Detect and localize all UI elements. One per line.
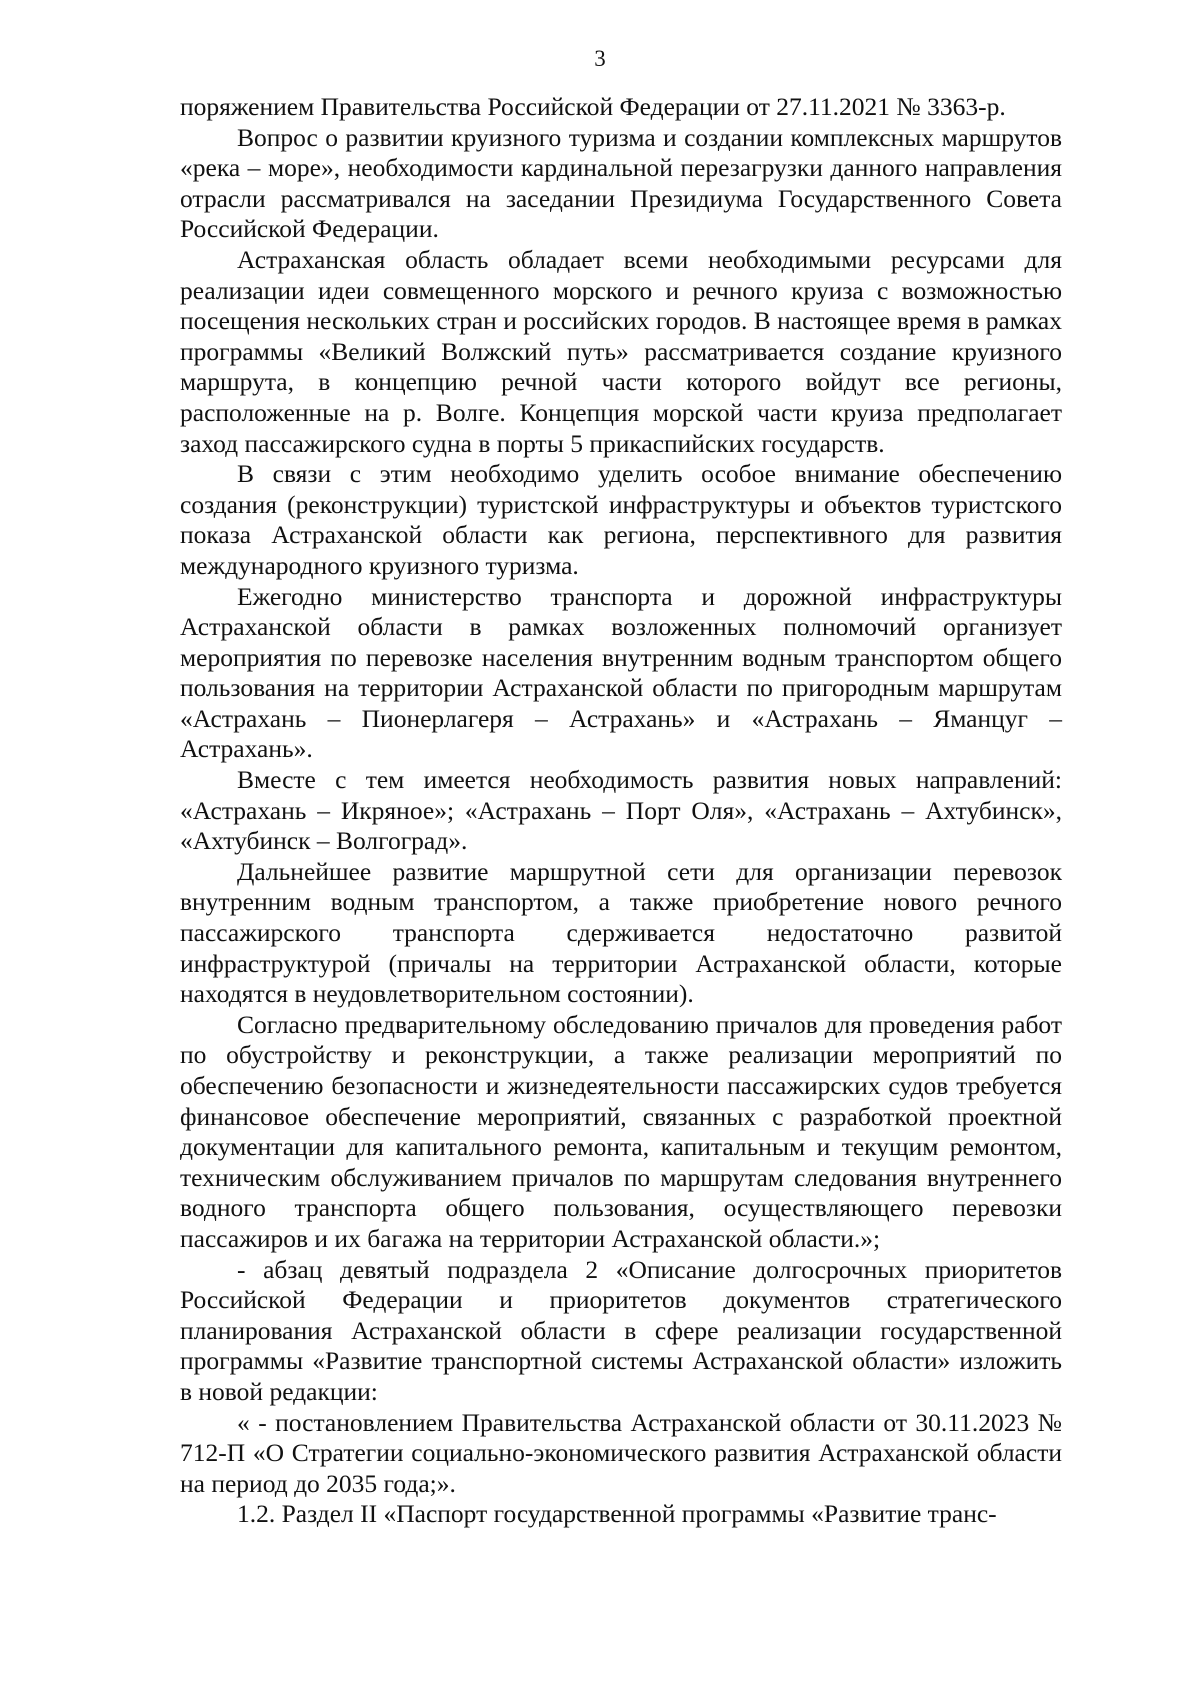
paragraph-continuation: поряжением Правительства Российской Федерации от 27.11.2021 № 3363-р. — [180, 92, 1006, 121]
paragraph-suburban-routes: Ежегодно министерство транспорта и дорожной инфраструктуры Астраханской области в рамках возложенных полномочий организует мероприятия по перевозке населения внутренним водным транспортом общего пользования на территории Астраханской области по пригородным маршрутам «Астрахань – Пионерлагеря – Астрахань» и «Астрахань – Яманцуг – Астрахань». — [180, 581, 1062, 764]
paragraph-strategy-resolution: « - постановлением Правительства Астраханской области от 30.11.2023 № 712-П «О Стратегии социально-экономического развития Астраханской области на период до 2035 года;». — [180, 1407, 1062, 1498]
paragraph-pier-inspection: Согласно предварительному обследованию причалов для проведения работ по обустройству и реконструкции, а также реализации мероприятий по обеспечению безопасности и жизнедеятельности пассажирских судов требуется финансовое обеспечение мероприятий, связанных с разработкой проектной документации для капитального ремонта, капитальным и текущим ремонтом, техническим обслуживанием причалов по маршрутам следования внутреннего водного транспорта общего пользования, осуществляющего перевозки пассажиров и их багажа на территории Астраханской области.»; — [180, 1009, 1062, 1253]
paragraph-infrastructure-attention: В связи с этим необходимо уделить особое внимание обеспечению создания (реконструкции) туристской инфраструктуры и объектов туристского показа Астраханской области как региона, перспективного для развития международного круизного туризма. — [180, 459, 1062, 580]
paragraph-astrakhan-resources: Астраханская область обладает всеми необходимыми ресурсами для реализации идеи совмещенного морского и речного круиза с возможностью посещения нескольких стран и российских городов. В настоящее время в рамках программы «Великий Волжский путь» рассматривается создание круизного маршрута, в концепцию речной части которого войдут все регионы, расположенные на р. Волге. Концепция морской части круиза предполагает заход пассажирского судна в порты 5 прикаспийских государств. — [180, 244, 1062, 458]
paragraph-section-two: 1.2. Раздел II «Паспорт государственной программы «Развитие транс- — [237, 1499, 997, 1529]
document-body — [180, 92, 1062, 1530]
paragraph-new-directions: Вместе с тем имеется необходимость развития новых направлений: «Астрахань – Икряное»; «Астрахань – Порт Оля», «Астрахань – Ахтубинск», «Ахтубинск – Волгоград». — [180, 765, 1062, 856]
page-number: 3 — [594, 46, 606, 71]
paragraph-ninth-abzac: - абзац девятый подраздела 2 «Описание долгосрочных приоритетов Российской Федерации и приоритетов документов стратегического планирования Астраханской области в сфере реализации государственной программы «Развитие транспортной системы Астраханской области» изложить в новой редакции: — [180, 1254, 1062, 1406]
paragraph-cruise-tourism: Вопрос о развитии круизного туризма и создании комплексных маршрутов «река – море», необходимости кардинальной перезагрузки данного направления отрасли рассматривался на заседании Президиума Государственного Совета Российской Федерации. — [180, 122, 1062, 244]
paragraph-route-network: Дальнейшее развитие маршрутной сети для организации перевозок внутренним водным транспортом, а также приобретение нового речного пассажирского транспорта сдерживается недостаточно развитой инфраструктурой (причалы на территории Астраханской области, которые находятся в неудовлетворительном состоянии). — [180, 856, 1062, 1009]
